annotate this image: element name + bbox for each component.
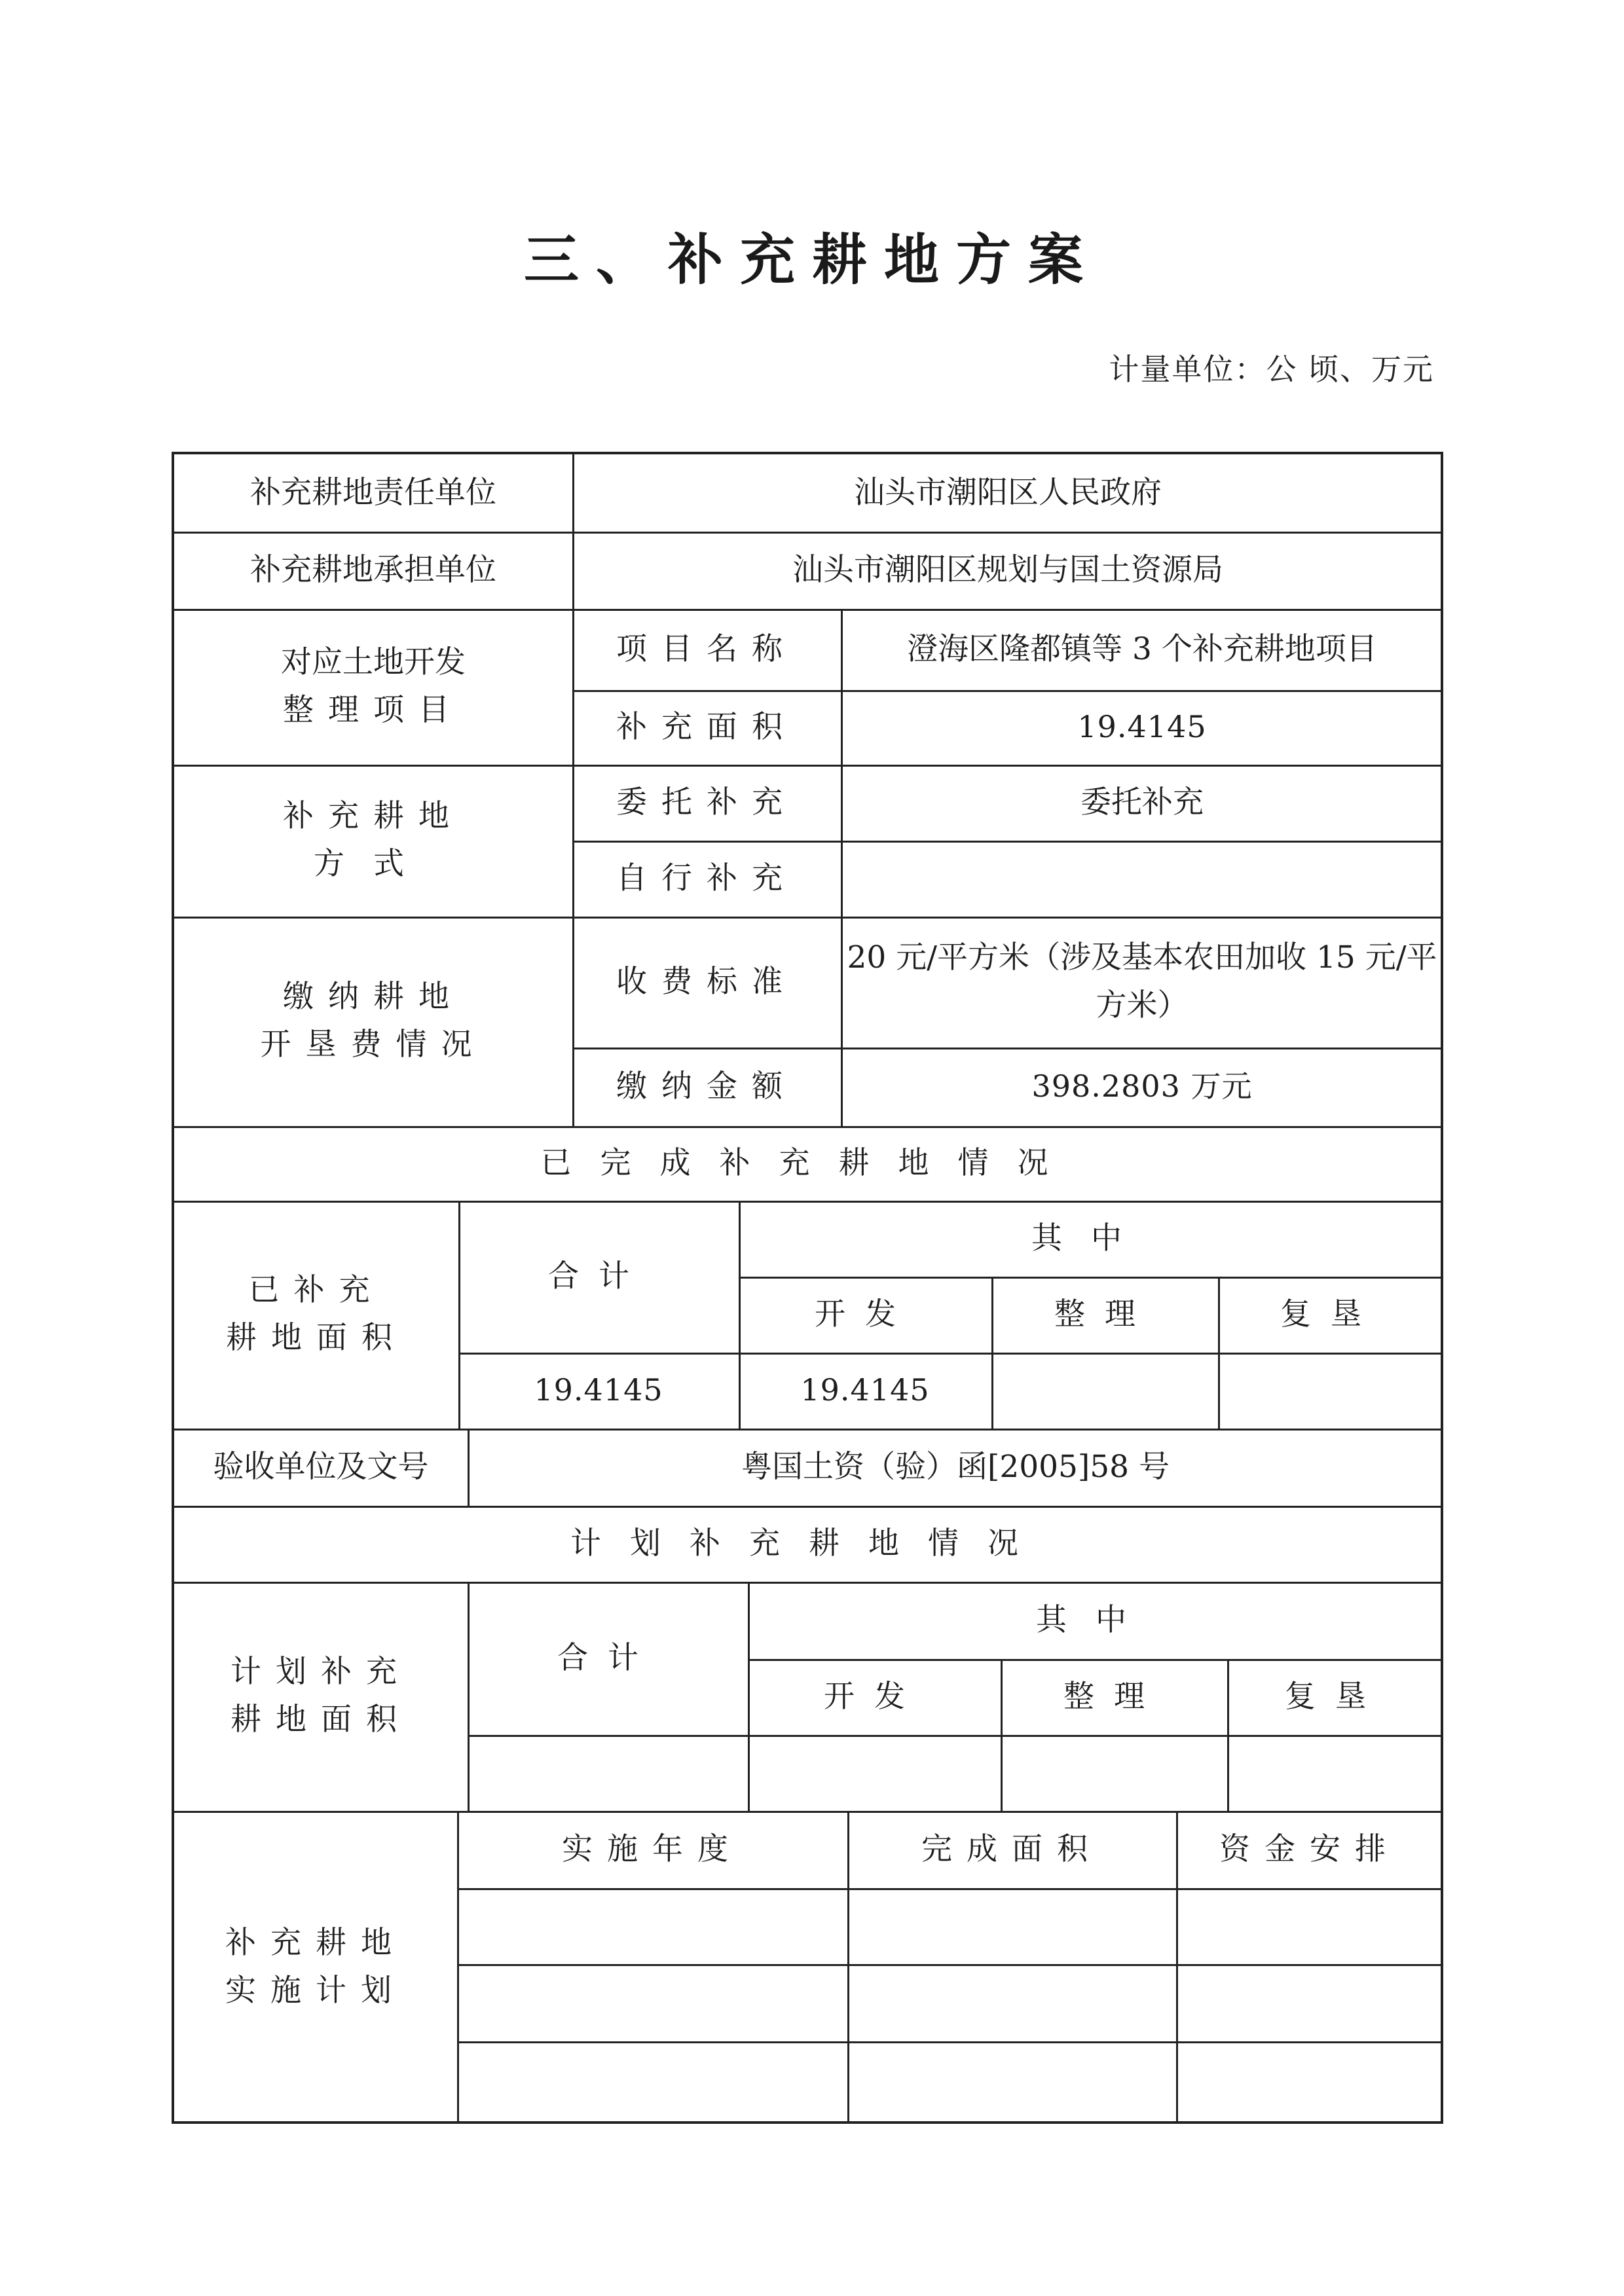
implementation-plan-label: [174, 1811, 457, 2124]
completed-total-label: 合计: [548, 1258, 649, 1294]
completed-reclaim-value: [1218, 1353, 1443, 1429]
completed-area-column-label: 完成面积: [921, 1831, 1102, 1867]
completed-develop-label: 开发: [815, 1296, 915, 1332]
acceptance-value: 粤国土资（验）函[2005]58 号: [741, 1448, 1170, 1485]
reclamation-fee-label-line2: 开垦费情况: [260, 1027, 487, 1063]
undertaking-unit-value: 汕头市潮阳区规划与国土资源局: [792, 551, 1223, 588]
supplement-area-label: 补充面积: [616, 708, 797, 745]
supplement-farmland-table: [172, 452, 1443, 2124]
undertaking-unit-label: 补充耕地承担单位: [250, 551, 496, 588]
fee-standard-value: [841, 917, 1443, 1048]
reclamation-fee-label-line1: 缴纳耕地: [283, 979, 464, 1015]
reclamation-fee-label: [174, 917, 572, 1126]
completed-arrange-label: 整理: [1054, 1296, 1155, 1332]
planned-section-header: 计划补充耕地情况: [570, 1525, 1047, 1561]
row-divider: [457, 1964, 1443, 1966]
planned-area-label-line1: 计划补充: [231, 1654, 411, 1690]
completed-section-header: 已完成补充耕地情况: [540, 1144, 1077, 1181]
self-supplement-label: 自行补充: [616, 860, 797, 896]
completed-reclaim-label: 复垦: [1280, 1296, 1381, 1332]
row-divider: [457, 1888, 1443, 1890]
acceptance-label: 验收单位及文号: [213, 1448, 429, 1485]
supplement-method-label: [174, 765, 572, 917]
page-title: 三、补充耕地方案: [523, 228, 1100, 292]
completed-among-label: 其中: [1031, 1220, 1151, 1256]
planned-total-label: 合计: [557, 1639, 658, 1676]
land-project-label-line1: 对应土地开发: [281, 644, 466, 681]
planned-develop-label: 开发: [824, 1678, 925, 1715]
completed-total-value: 19.4145: [534, 1372, 663, 1408]
responsible-unit-value: 汕头市潮阳区人民政府: [854, 474, 1162, 511]
row-divider: [457, 2041, 1443, 2043]
entrusted-supplement-label: 委托补充: [616, 784, 797, 820]
planned-area-label-line2: 耕地面积: [231, 1702, 411, 1738]
completed-arrange-value: [991, 1353, 1218, 1429]
fee-standard-value-line2: 方米）: [1096, 987, 1189, 1023]
project-name-value: 澄海区隆都镇等 3 个补充耕地项目: [907, 630, 1377, 667]
completed-area-label-line1: 已补充: [248, 1272, 384, 1309]
fund-arrangement-label: 资金安排: [1219, 1831, 1400, 1867]
implementation-plan-label-line2: 实施计划: [225, 1973, 406, 2009]
implementation-year-label: 实施年度: [562, 1831, 743, 1867]
completed-develop-value: 19.4145: [800, 1372, 930, 1408]
responsible-unit-label: 补充耕地责任单位: [250, 474, 496, 511]
supplement-area-value: 19.4145: [1077, 709, 1207, 745]
project-name-label: 项目名称: [616, 630, 797, 667]
planned-among-label: 其中: [1036, 1601, 1155, 1638]
supplement-method-label-line2: 方式: [314, 846, 433, 882]
entrusted-supplement-value: 委托补充: [1080, 784, 1204, 820]
measurement-unit: 计量单位：公 顷、万元: [1109, 352, 1434, 387]
planned-arrange-label: 整理: [1063, 1678, 1164, 1715]
land-project-label: [174, 609, 572, 765]
supplement-method-label-line1: 补充耕地: [283, 798, 464, 835]
fee-amount-label: 缴纳金额: [616, 1068, 797, 1104]
completed-area-label-line2: 耕地面积: [226, 1320, 407, 1356]
planned-area-label: [174, 1582, 468, 1811]
fee-standard-value-line1: 20 元/平方米（涉及基本农田加收 15 元/平: [847, 939, 1437, 976]
implementation-plan-label-line1: 补充耕地: [225, 1925, 406, 1961]
land-project-label-line2: 整理项目: [283, 692, 464, 728]
fee-amount-value: 398.2803 万元: [1031, 1068, 1253, 1104]
fee-standard-label: 收费标准: [616, 963, 797, 1000]
completed-area-label: [174, 1201, 458, 1429]
self-supplement-value: [841, 841, 1443, 917]
row-divider: [468, 1735, 1443, 1737]
planned-reclaim-label: 复垦: [1285, 1678, 1386, 1715]
